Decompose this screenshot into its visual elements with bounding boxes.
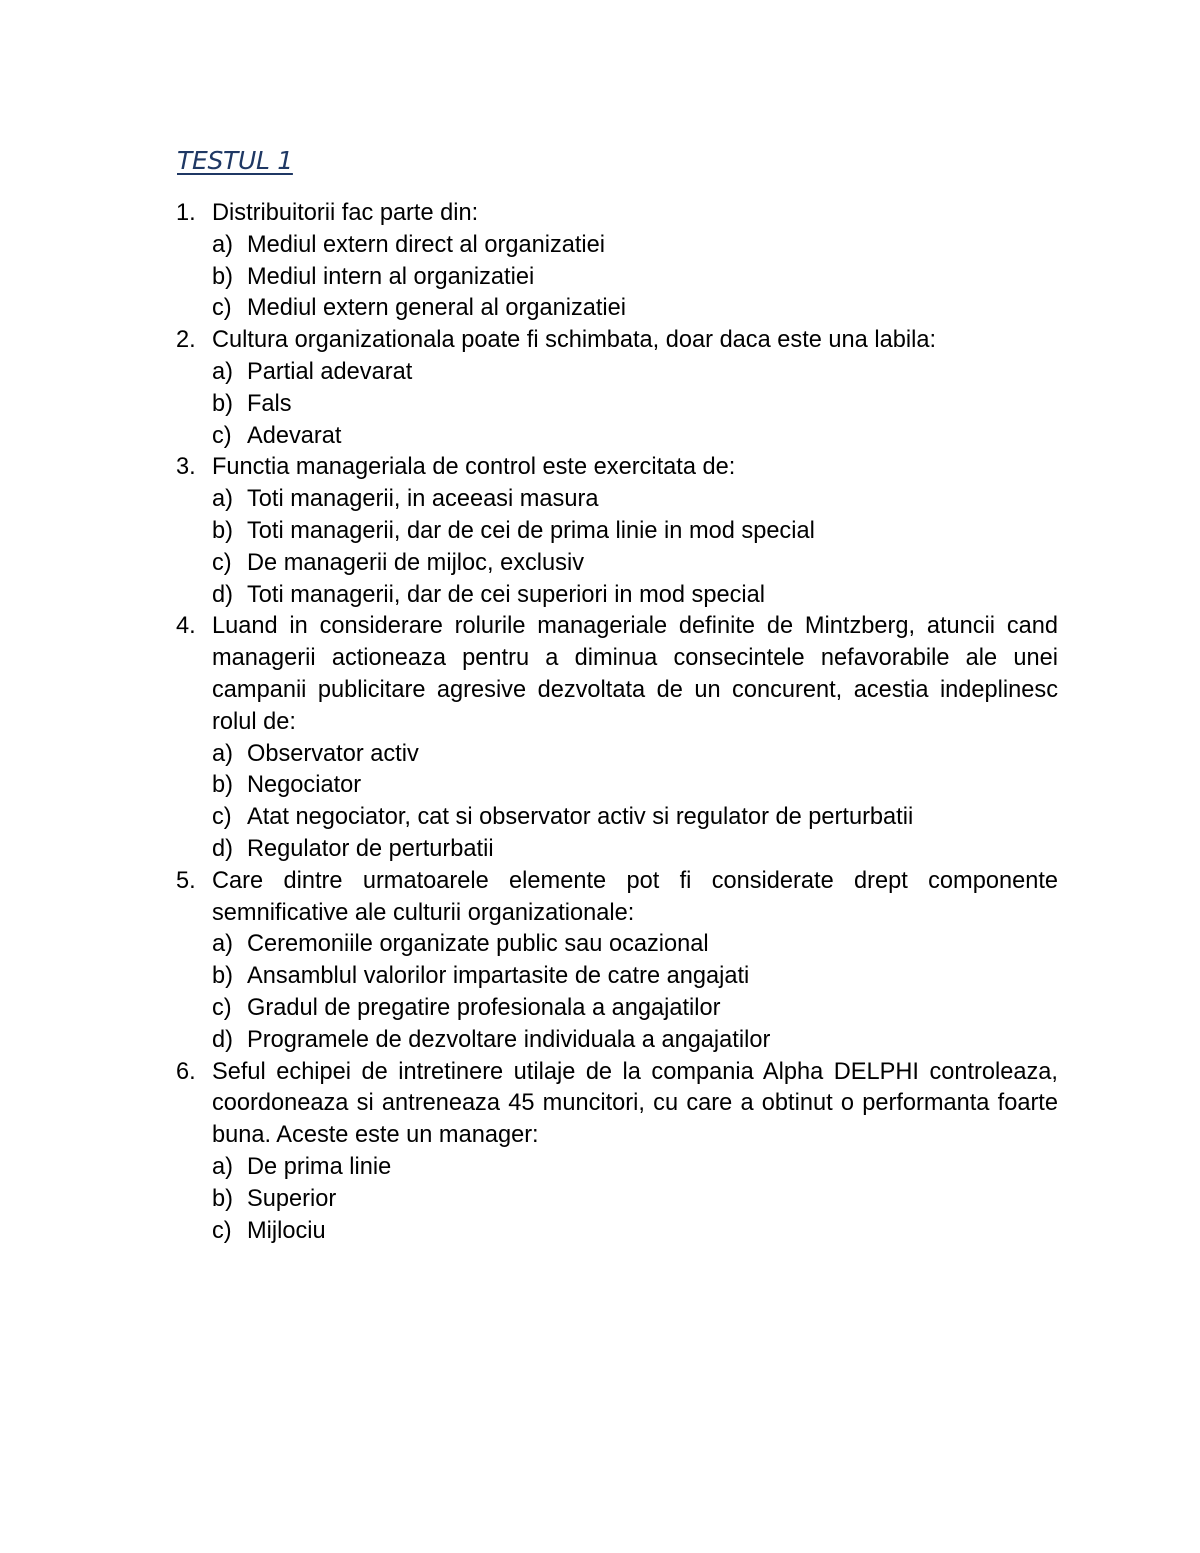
option-letter: d) xyxy=(212,1026,233,1053)
option-letter: a) xyxy=(212,1153,233,1180)
answer-option xyxy=(212,770,1058,802)
option-text: Regulator de perturbatii xyxy=(247,835,494,862)
answer-option xyxy=(212,961,1058,993)
answer-option xyxy=(212,739,1058,771)
answer-option xyxy=(212,421,1058,453)
question-item xyxy=(176,1057,1058,1248)
option-text: Atat negociator, cat si observator activ si regulator de perturbatii xyxy=(247,804,914,831)
question-item xyxy=(176,866,1058,1057)
option-text: Ceremoniile organizate public sau ocazional xyxy=(247,931,709,958)
option-letter: d) xyxy=(212,835,233,862)
question-number: 1. xyxy=(176,200,196,226)
answer-option xyxy=(212,929,1058,961)
option-text: Programele de dezvoltare individuala a angajatilor xyxy=(247,1026,771,1053)
answer-option xyxy=(212,389,1058,421)
question-number: 2. xyxy=(176,327,196,354)
answer-option xyxy=(212,580,1058,612)
option-text: Observator activ xyxy=(247,740,419,767)
answer-option xyxy=(212,516,1058,548)
question-text: Functia manageriala de control este exercitata de: xyxy=(212,454,736,481)
option-text: Toti managerii, dar de cei de prima linie in mod special xyxy=(247,517,815,544)
answer-options xyxy=(212,929,1058,1056)
option-text: Gradul de pregatire profesionala a angajatilor xyxy=(247,994,721,1021)
question-text: Care dintre urmatoarele elemente pot fi considerate drept componente semnificative ale culturii organizationale: xyxy=(212,867,1058,926)
option-letter: b) xyxy=(212,1185,233,1212)
answer-option xyxy=(212,802,1058,834)
option-letter: c) xyxy=(212,549,232,576)
option-text: Ansamblul valorilor impartasite de catre angajati xyxy=(247,963,750,990)
question-text: Luand in considerare rolurile manageriale definite de Mintzberg, atuncii cand managerii actioneaza pentru a diminua consecintele nefavorabile ale unei campanii publicitare agresive dezvoltata de un concurent, acestia indeplinesc rolul de: xyxy=(212,613,1058,735)
option-letter: c) xyxy=(212,1217,232,1244)
question-text: Seful echipei de intretinere utilaje de la compania Alpha DELPHI controleaza, coordoneaza si antreneaza 45 muncitori, cu care a obtinut o performanta foarte buna. Aceste este un manager: xyxy=(212,1058,1058,1149)
answer-option xyxy=(212,993,1058,1025)
question-item xyxy=(176,325,1058,452)
option-text: Toti managerii, in aceeasi masura xyxy=(247,486,599,513)
question-number: 5. xyxy=(176,867,196,894)
option-letter: d) xyxy=(212,581,233,608)
option-letter: a) xyxy=(212,931,233,958)
question-item xyxy=(176,452,1058,611)
answer-options xyxy=(212,484,1058,611)
option-text: Toti managerii, dar de cei superiori in mod special xyxy=(247,581,766,608)
option-text: Superior xyxy=(247,1185,337,1212)
option-letter: c) xyxy=(212,804,232,831)
question-number: 6. xyxy=(176,1058,196,1085)
option-text: Adevarat xyxy=(247,422,342,449)
option-letter: a) xyxy=(212,358,233,385)
question-number: 4. xyxy=(176,613,196,640)
option-text: Fals xyxy=(247,390,292,417)
page-title: TESTUL 1 xyxy=(177,146,293,175)
option-letter: c) xyxy=(212,422,232,449)
question-list xyxy=(176,198,1058,1247)
question-number: 3. xyxy=(176,454,196,481)
option-letter: a) xyxy=(212,231,233,258)
answer-options xyxy=(212,230,1058,325)
answer-option xyxy=(212,1184,1058,1216)
option-letter: a) xyxy=(212,486,233,513)
option-text: De managerii de mijloc, exclusiv xyxy=(247,549,584,576)
question-text: Distribuitorii fac parte din: xyxy=(212,200,479,226)
option-text: Mediul extern general al organizatiei xyxy=(247,295,627,322)
answer-option xyxy=(212,548,1058,580)
option-letter: b) xyxy=(212,390,233,417)
option-letter: b) xyxy=(212,263,233,290)
option-text: Mediul extern direct al organizatiei xyxy=(247,231,606,258)
option-text: De prima linie xyxy=(247,1153,392,1180)
option-text: Mediul intern al organizatiei xyxy=(247,263,535,290)
option-text: Negociator xyxy=(247,772,362,799)
question-text: Cultura organizationala poate fi schimbata, doar daca este una labila: xyxy=(212,327,936,354)
answer-option xyxy=(212,293,1058,325)
option-text: Mijlociu xyxy=(247,1217,326,1244)
option-letter: c) xyxy=(212,295,232,322)
answer-option xyxy=(212,1025,1058,1057)
option-letter: c) xyxy=(212,994,232,1021)
answer-option xyxy=(212,1152,1058,1184)
answer-option xyxy=(212,484,1058,516)
answer-option xyxy=(212,230,1058,262)
answer-options xyxy=(212,357,1058,452)
option-letter: b) xyxy=(212,517,233,544)
option-text: Partial adevarat xyxy=(247,358,413,385)
question-item xyxy=(176,198,1058,325)
option-letter: b) xyxy=(212,963,233,990)
answer-options xyxy=(212,739,1058,866)
option-letter: b) xyxy=(212,772,233,799)
answer-option xyxy=(212,262,1058,294)
answer-options xyxy=(212,1152,1058,1247)
option-letter: a) xyxy=(212,740,233,767)
answer-option xyxy=(212,834,1058,866)
question-item xyxy=(176,611,1058,865)
answer-option xyxy=(212,1216,1058,1248)
answer-option xyxy=(212,357,1058,389)
